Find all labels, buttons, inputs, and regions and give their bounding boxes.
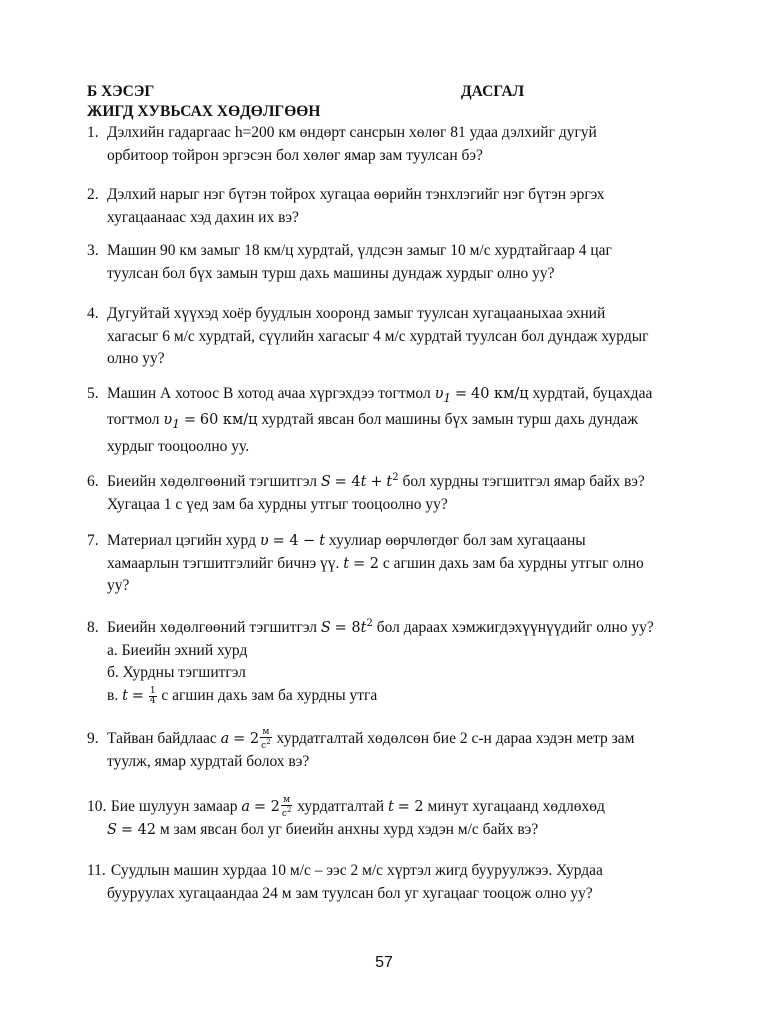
page-header [87, 82, 667, 122]
question-text: Дэлхийн гадаргаас h=200 км өндөрт сансрын хөлөг 81 удаа дэлхийг дугуй [107, 124, 597, 141]
question-5: 5. Машин А хотоос В хотод ачаа хүргэхдээ тогтмол $\upsilon_1 = 40$ км/ц хурдтай, буцахдаа тогтмол $\upsilon_1 = 60$ км/ц хурдтай явсан бол машины бүх замын турш дахь дундаж хурдыг тооцоолно уу. [87, 383, 687, 458]
question-10: 10. Бие шулуун замаар a = 2 $\frac{м}{с^2}$ хурдатгалтай t = 2 минут хугацаанд хөдлөхөд S = 42 м зам явсан бол уг биеийн анхны хурд хэдэн м/с байх вэ? [87, 795, 605, 838]
math-fraction: $\frac{1}{4}$ [149, 685, 156, 706]
page-number: 57 [375, 954, 393, 971]
question-text: тогтмол [107, 411, 160, 429]
question-number: 2. [87, 186, 99, 203]
question-text: с агшин дахь зам ба хурдны утга [161, 686, 378, 704]
question-number: 6. [87, 473, 99, 491]
math-v1: $\upsilon_1$ [434, 386, 452, 405]
question-11 [87, 860, 687, 905]
question-4 [87, 303, 687, 371]
math-value: 60 км/ц [199, 412, 258, 429]
question-text: Дэлхий нарыг нэг бүтэн тойрох хугацаа өөрийн тэнхлэгийг нэг бүтэн эргэх [107, 186, 605, 203]
math-fraction: $\frac{м}{с^2}$ [261, 727, 271, 751]
question-text: Бие шулуун замаар [110, 798, 238, 816]
question-number: 5. [87, 385, 99, 402]
topic-title: ЖИГД ХУВЬСАХ ХӨДӨЛГӨӨН [87, 103, 321, 120]
math-equation: S [320, 474, 331, 491]
question-text: хуулиар өөрчлөгдөг бол зам хугацааны [328, 532, 586, 549]
question-text: хурдыг тооцоолно уу. [107, 437, 250, 455]
question-number: 11. [87, 862, 106, 879]
question-text: хагасыг 6 м/с хурдтай, сүүлийн хагасыг 4 м/с хурдтай туулсан бол дундаж хурдыг [107, 327, 649, 345]
question-text: Суудлын машин хурдаа 10 м/с – ээс 2 м/с хүртэл жигд бууруулжээ. Хурдаа [110, 862, 603, 879]
question-text: хамаарлын тэгшитгэлийг бичнэ үү. [107, 554, 340, 572]
math-v1: $\upsilon_1$ [163, 412, 180, 432]
question-9: 9. Тайван байдлаас a = 2 $\frac{м}{с^2}$ хурдатгалтай хөдөлсөн бие 2 с-н дараа хэдэн метр зам туулж, ямар хурдтай болох вэ? [87, 728, 687, 774]
question-text: Дугуйтай хүүхэд хоёр буудлын хооронд замыг туулсан хугацааныхаа эхний [107, 305, 606, 322]
question-number: 3. [87, 242, 99, 259]
question-text: Биеийн хөдөлгөөний тэгшитгэл [107, 619, 317, 637]
question-number: 4. [87, 305, 99, 322]
question-number: 1. [87, 124, 99, 141]
question-text: хурдтай, буцахдаа [532, 385, 653, 402]
exercise-label: ДАСГАЛ [461, 83, 525, 100]
question-number: 9. [87, 730, 99, 748]
question-text: бууруулах хугацаандаа 24 м зам туулсан бол уг хугацааг тооцож олно уу? [107, 884, 593, 902]
question-8: 8. Биеийн хөдөлгөөний тэгшитгэл $S = 8t^2$ бол дараах хэмжигдэхүүнүүдийг олно уу? а. Биеийн эхний хурд б. Хурдны тэгшитгэл в. t = $\frac{1}{4}$ с агшин дахь зам ба хурдны утга [87, 613, 687, 707]
question-text: уу? [107, 577, 130, 594]
sub-item-c: в. t = $\frac{1}{4}$ с агшин дахь зам ба хурдны утга [107, 685, 378, 706]
question-text: туулсан бол бүх замын турш дахь машины дундаж хурдыг олно уу? [107, 264, 555, 282]
question-1 [87, 122, 687, 167]
question-text: хурдтай явсан бол машины бүх замын турш дахь дундаж [261, 411, 639, 429]
question-text: хурдатгалтай хөдөлсөн бие 2 с-н дараа хэдэн метр зам [276, 730, 635, 748]
question-number: 10. [87, 798, 107, 816]
sub-item-b: б. Хурдны тэгшитгэл [107, 664, 246, 682]
section-label: Б ХЭСЭГ [87, 83, 155, 100]
sub-item-prefix: в. [107, 686, 119, 704]
question-text: Хугацаа 1 с үед зам ба хурдны утгыг тооцоолно уу? [107, 495, 448, 513]
question-text: Тайван байдлаас [107, 730, 217, 748]
question-text: туулж, ямар хурдтай болох вэ? [107, 753, 310, 770]
question-text: олно уу? [107, 350, 165, 367]
question-3 [87, 240, 687, 285]
question-text: хугацаанаас хэд дахин их вэ? [107, 208, 299, 226]
question-text: Материал цэгийн хурд [107, 532, 256, 549]
question-text: с агшин дахь зам ба хурдны утгыг олно [382, 554, 644, 572]
question-text: орбитоор тойрон эргэсэн бол хөлөг ямар зам туулсан бэ? [107, 146, 483, 164]
question-text: Машин А хотоос В хотод ачаа хүргэхдээ тогтмол [107, 385, 431, 402]
question-text: бол дараах хэмжигдэхүүнүүдийг олно уу? [376, 619, 654, 637]
math-equation: a [241, 799, 250, 816]
question-text: бол хурдны тэгшитгэл ямар байх вэ? [402, 473, 645, 491]
question-number: 7. [87, 532, 99, 549]
question-7: 7. Материал цэгийн хурд υ = 4 − t хуулиар өөрчлөгдөг бол зам хугацааны хамаарлын тэгшитгэлийг бичнэ үү. t = 2 с агшин дахь зам ба хурдны утгыг олно уу? [87, 530, 687, 598]
question-text: м зам явсан бол уг биеийн анхны хурд хэдэн м/с байх вэ? [159, 821, 539, 838]
question-text: Биеийн хөдөлгөөний тэгшитгэл [107, 473, 317, 491]
math-equation: S [107, 822, 117, 838]
question-text: Машин 90 км замыг 18 км/ц хурдтай, үлдсэн замыг 10 м/с хурдтайгаар 4 цаг [107, 242, 612, 259]
sub-item-a: а. Биеийн эхний хурд [107, 641, 248, 659]
math-equation: t [343, 555, 350, 572]
question-2 [87, 184, 687, 229]
math-equation: S [320, 620, 331, 637]
question-text: минут хугацаанд хөдлөхөд [427, 798, 605, 816]
math-fraction: $\frac{м}{с^2}$ [281, 795, 292, 819]
math-equation: υ [259, 533, 269, 549]
math-value: 40 км/ц [470, 386, 529, 402]
question-number: 8. [87, 619, 99, 637]
question-text: хурдатгалтай [297, 798, 385, 816]
math-equation: a [220, 731, 230, 748]
question-6: 6. Биеийн хөдөлгөөний тэгшитгэл $S = 4t + t^2$ бол хурдны тэгшитгэл ямар байх вэ? Хугацаа 1 с үед зам ба хурдны утгыг тооцоолно уу? [87, 467, 687, 516]
